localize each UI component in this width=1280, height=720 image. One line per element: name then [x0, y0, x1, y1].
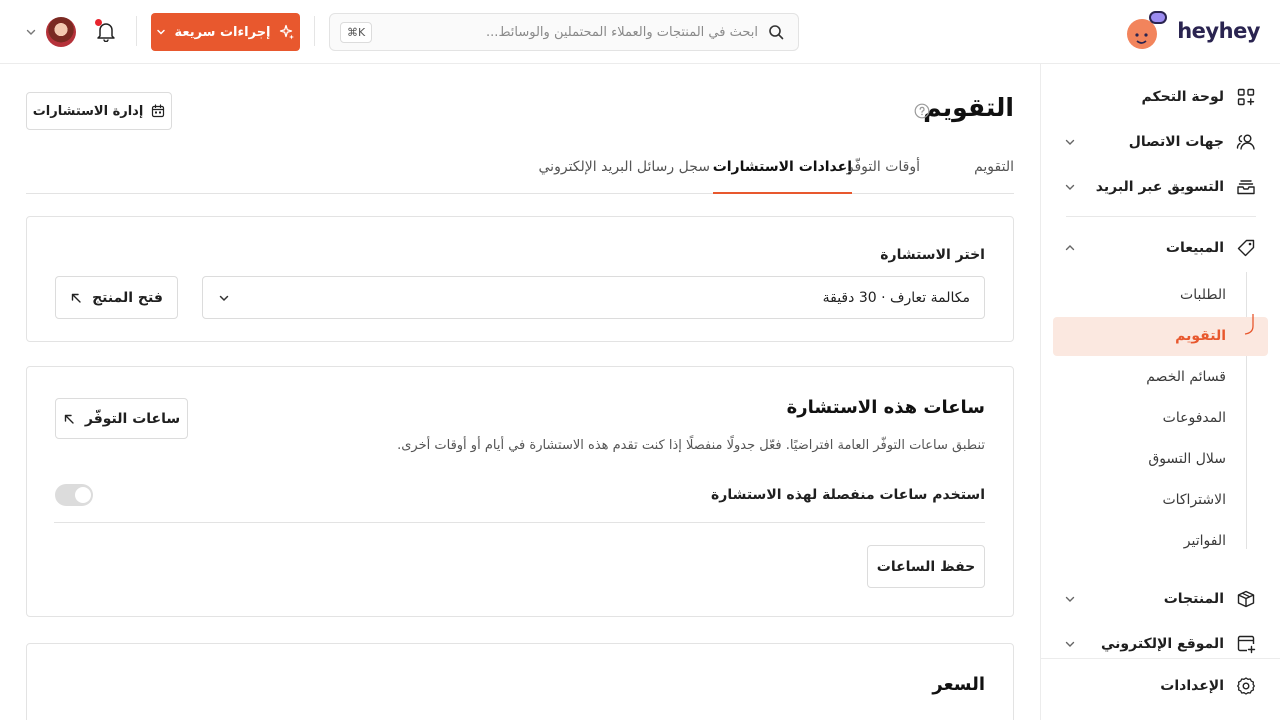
tag-icon: [1236, 238, 1256, 258]
notification-dot: [95, 19, 102, 26]
open-product-label: فتح المنتج: [92, 289, 163, 306]
sidebar-item-label: المبيعات: [1165, 240, 1224, 256]
open-product-button[interactable]: [55, 276, 178, 319]
grid-plus-icon: [1236, 87, 1256, 107]
sidebar-item-dashboard[interactable]: [1041, 77, 1280, 117]
global-search[interactable]: [329, 13, 799, 51]
sidebar-divider: [1066, 216, 1256, 217]
consultation-select-label: اختر الاستشارة: [880, 247, 985, 263]
save-hours-button[interactable]: [867, 545, 985, 588]
logo-mascot-icon: [1127, 11, 1169, 51]
tab-calendar[interactable]: التقويم: [974, 159, 1014, 175]
calendar-icon: [151, 104, 165, 118]
consultation-hours-card: [26, 366, 1014, 617]
chevron-down-icon[interactable]: [24, 25, 38, 39]
availability-hours-button[interactable]: [55, 398, 188, 439]
sidebar-item-settings[interactable]: [1041, 666, 1280, 706]
chevron-up-icon: [1063, 241, 1077, 255]
sidebar-item-label: التسويق عبر البريد: [1095, 179, 1224, 195]
hours-card-title: ساعات هذه الاستشارة: [786, 397, 985, 418]
sidebar-item-email-marketing[interactable]: [1041, 167, 1280, 207]
brand-logo[interactable]: [1127, 11, 1260, 51]
consultation-select-value: مكالمة تعارف · 30 دقيقة: [822, 289, 970, 306]
page-title: التقويم: [923, 93, 1014, 122]
availability-hours-label: ساعات التوفّر: [84, 410, 181, 427]
chevron-down-icon: [156, 27, 166, 37]
gear-icon: [1236, 676, 1256, 696]
search-shortcut-hint: ⌘K: [340, 22, 372, 43]
topbar-divider: [314, 16, 315, 46]
help-circle-icon[interactable]: [914, 103, 930, 119]
top-bar: [0, 0, 1280, 64]
hours-card-description: تنطبق ساعات التوفّر العامة افتراضيًا. فعّل جدولًا منفصلًا إذا كنت تقدم هذه الاستشارة في أيام أو أوقات أخرى.: [397, 438, 985, 453]
sidebar-subitem-calendar-label: التقويم: [1175, 328, 1226, 344]
inbox-stack-icon: [1236, 177, 1256, 197]
sidebar-subitem-calendar[interactable]: [1053, 317, 1268, 356]
sidebar-item-label: لوحة التحكم: [1141, 89, 1224, 105]
chevron-down-icon: [1063, 180, 1077, 194]
quick-actions-button[interactable]: [151, 13, 300, 51]
separate-hours-toggle-label: استخدم ساعات منفصلة لهذه الاستشارة: [711, 487, 985, 503]
save-hours-label: حفظ الساعات: [876, 558, 976, 575]
sidebar: [1040, 64, 1280, 720]
manage-consultations-button[interactable]: [26, 92, 172, 130]
sidebar-subitem-coupons[interactable]: قسائم الخصم: [1146, 369, 1226, 385]
search-input[interactable]: ابحث في المنتجات والعملاء المحتملين والوسائط...: [486, 24, 758, 40]
sidebar-subitem-subscriptions[interactable]: الاشتراكات: [1162, 492, 1226, 508]
external-arrow-icon: [63, 413, 75, 425]
section-divider: [54, 522, 985, 523]
chevron-down-icon: [217, 291, 231, 305]
tab-availability[interactable]: أوقات التوفّر: [846, 159, 920, 175]
chevron-down-icon: [1063, 592, 1077, 606]
sidebar-item-label: المنتجات: [1163, 591, 1224, 607]
sidebar-item-label: الموقع الإلكتروني: [1101, 636, 1224, 652]
page-tabs: [26, 150, 1014, 194]
user-avatar[interactable]: [46, 17, 76, 47]
quick-actions-label: إجراءات سريعة: [174, 24, 271, 40]
manage-consultations-label: إدارة الاستشارات: [32, 103, 144, 119]
sidebar-item-label: الإعدادات: [1160, 678, 1224, 694]
sidebar-subitem-carts[interactable]: سلال التسوق: [1148, 451, 1226, 467]
toggle-knob: [75, 487, 91, 503]
sidebar-subitem-payments[interactable]: المدفوعات: [1162, 410, 1226, 426]
browser-plus-icon: [1236, 634, 1256, 654]
submenu-guide-line: [1246, 349, 1247, 549]
sidebar-item-contacts[interactable]: [1041, 122, 1280, 162]
sidebar-footer: [1041, 658, 1280, 720]
sidebar-item-products[interactable]: [1041, 579, 1280, 619]
users-icon: [1236, 132, 1256, 152]
sidebar-item-label: جهات الاتصال: [1128, 134, 1224, 150]
submenu-active-curve: [1242, 314, 1258, 336]
tab-email-log[interactable]: سجل رسائل البريد الإلكتروني: [538, 159, 710, 175]
price-card: [26, 643, 1014, 720]
consultation-picker-card: [26, 216, 1014, 342]
box-icon: [1236, 589, 1256, 609]
price-card-title: السعر: [932, 674, 985, 695]
separate-hours-toggle[interactable]: [55, 484, 93, 506]
external-arrow-icon: [70, 292, 82, 304]
sidebar-item-sales[interactable]: [1041, 228, 1280, 268]
sidebar-subitem-orders[interactable]: الطلبات: [1180, 287, 1226, 303]
search-icon: [768, 24, 784, 40]
topbar-divider: [136, 16, 137, 46]
brand-name: heyhey: [1177, 19, 1260, 43]
consultation-select[interactable]: [202, 276, 985, 319]
chevron-down-icon: [1063, 135, 1077, 149]
tab-consultation-settings[interactable]: إعدادات الاستشارات: [713, 159, 852, 194]
sidebar-subitem-invoices[interactable]: الفواتير: [1183, 533, 1226, 549]
chevron-down-icon: [1063, 637, 1077, 651]
sparkle-icon: [279, 24, 295, 40]
